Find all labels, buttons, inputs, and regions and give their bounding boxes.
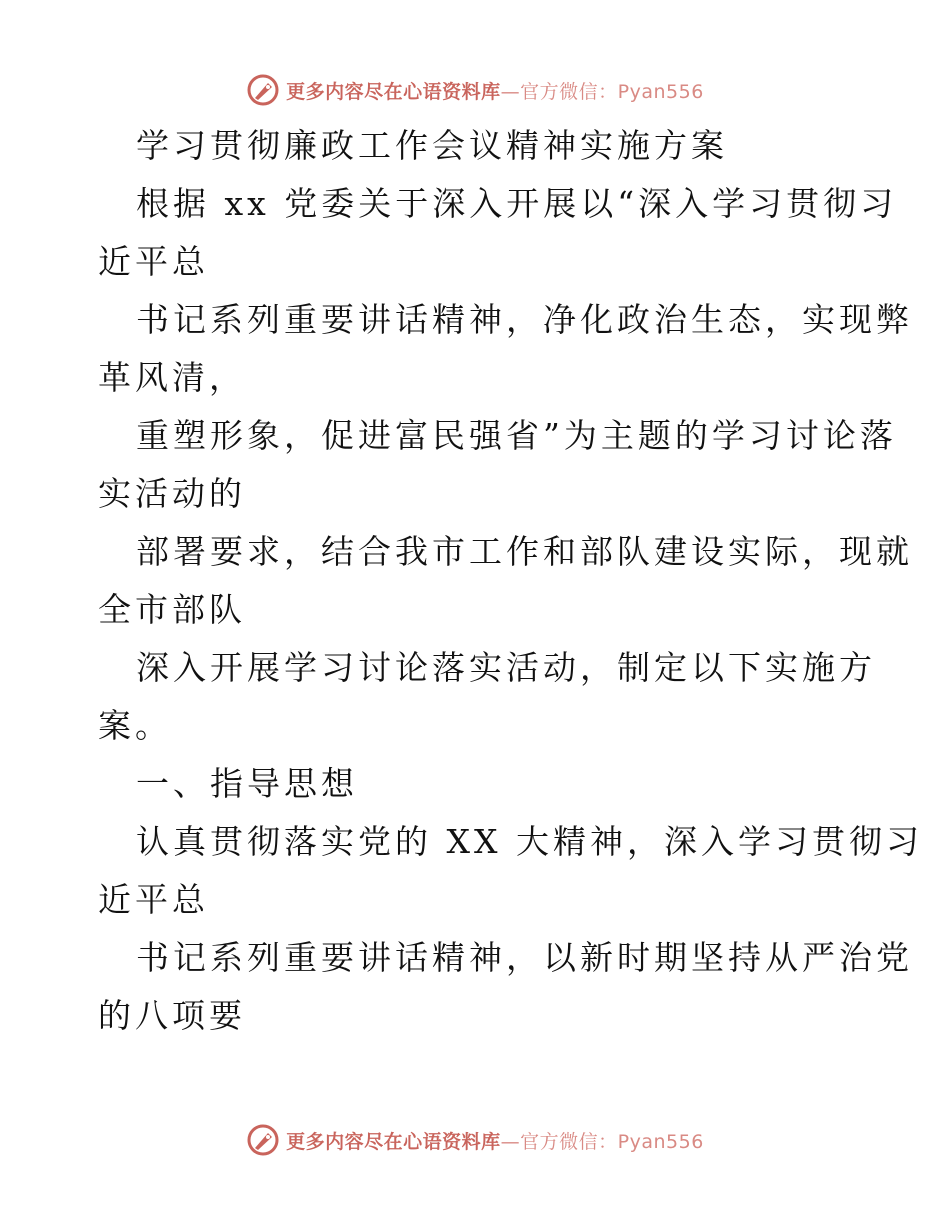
paragraph-line: 革风清， [98, 358, 246, 397]
watermark-text: 更多内容尽在心语资料库—官方微信：Pyan556 [286, 80, 704, 103]
paragraph-line: 根据 xx 党委关于深入开展以“深入学习贯彻习 [136, 184, 898, 223]
document-title: 学习贯彻廉政工作会议精神实施方案 [136, 126, 728, 165]
paragraph-line: 书记系列重要讲话精神，净化政治生态，实现弊 [136, 300, 913, 339]
paragraph-line: 全市部队 [98, 590, 246, 629]
watermark-text: 更多内容尽在心语资料库—官方微信：Pyan556 [286, 1130, 704, 1153]
paragraph-line: 近平总 [98, 242, 209, 281]
paragraph-line: 实活动的 [98, 474, 246, 513]
paragraph-line: 重塑形象，促进富民强省”为主题的学习讨论落 [136, 416, 897, 455]
pen-nib-circle-icon [246, 1123, 280, 1157]
footer-watermark [0, 1120, 950, 1160]
paragraph-line: 案。 [98, 706, 172, 745]
paragraph-line: 深入开展学习讨论落实活动，制定以下实施方 [136, 648, 876, 687]
paragraph-line: 书记系列重要讲话精神，以新时期坚持从严治党 [136, 938, 913, 977]
section-heading: 一、指导思想 [136, 764, 358, 803]
paragraph-line: 的八项要 [98, 996, 246, 1035]
header-watermark [0, 70, 950, 110]
paragraph-line: 近平总 [98, 880, 209, 919]
paragraph-line: 部署要求，结合我市工作和部队建设实际，现就 [136, 532, 913, 571]
pen-nib-circle-icon [246, 73, 280, 107]
paragraph-line: 认真贯彻落实党的 XX 大精神，深入学习贯彻习 [136, 822, 923, 861]
